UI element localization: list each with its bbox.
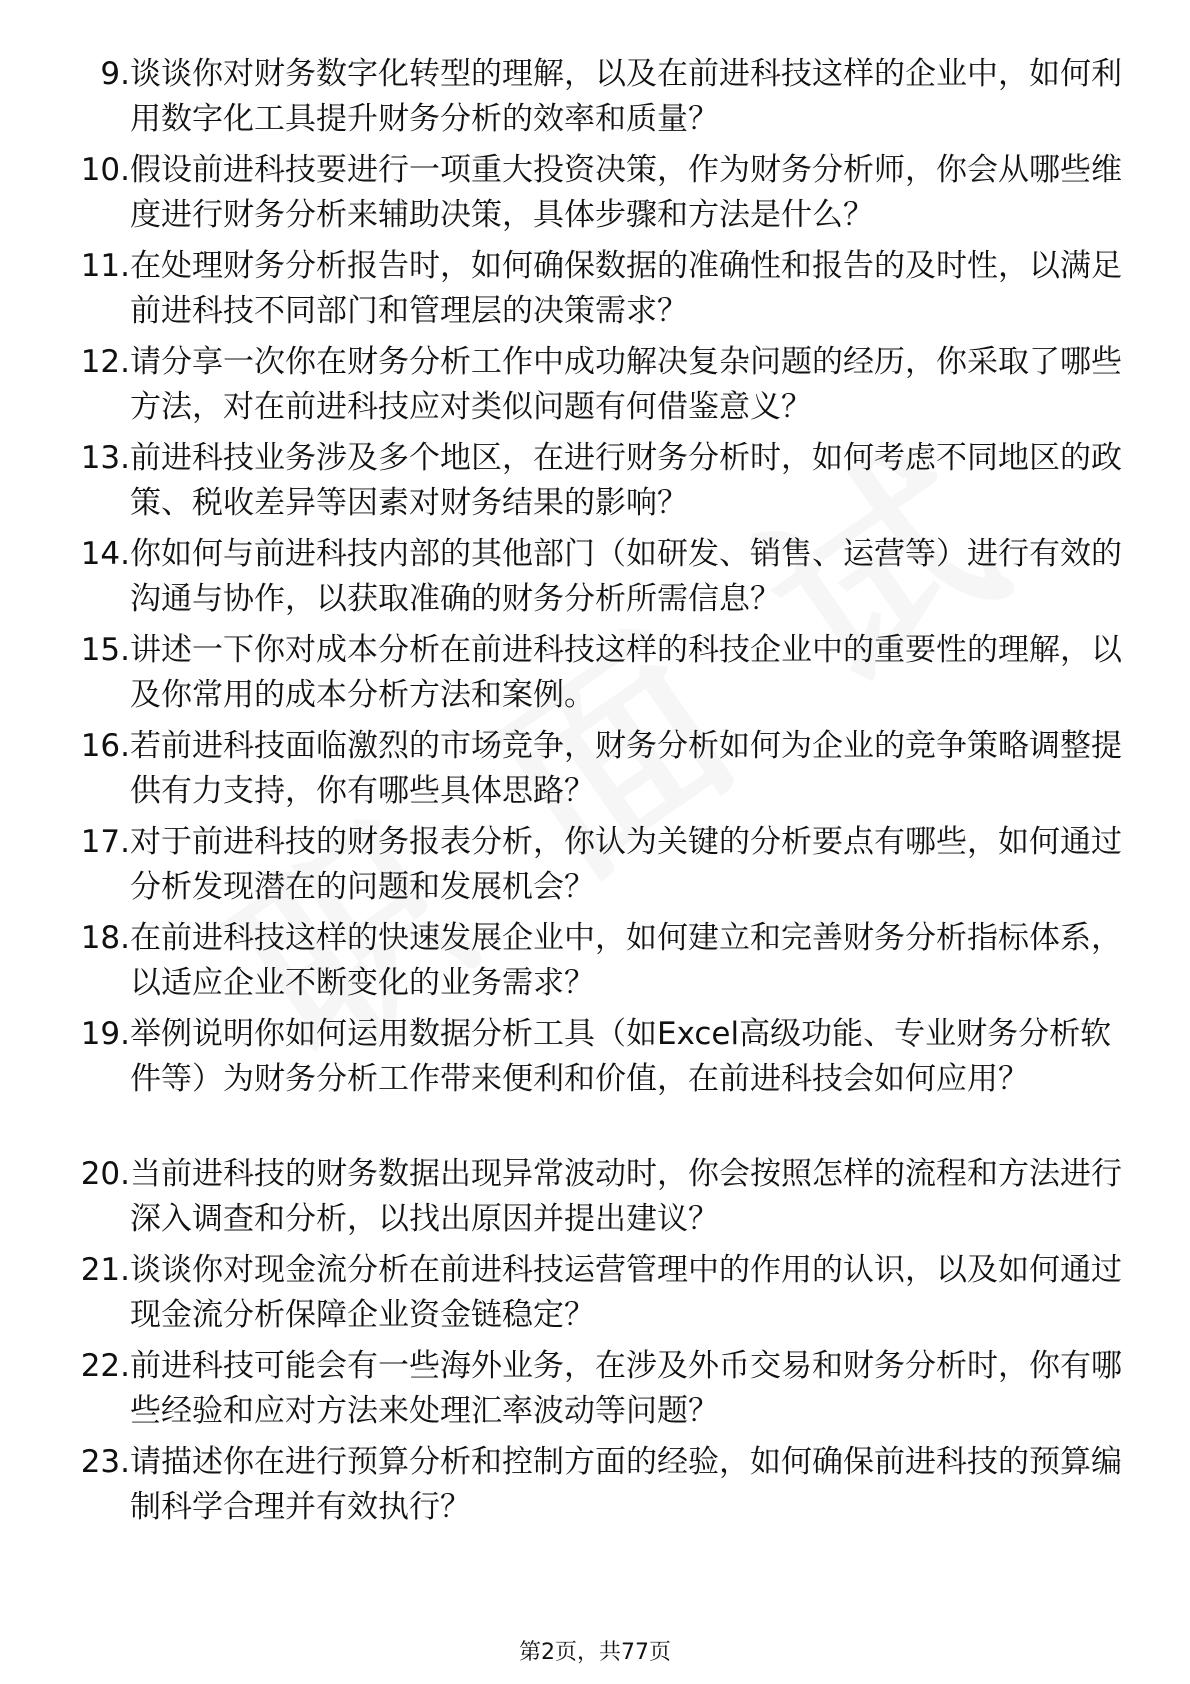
question-text: 谈谈你对现金流分析在前进科技运营管理中的作用的认识，以及如何通过现金流分析保障企业资金链稳定？	[130, 1252, 1122, 1333]
question-number: 15.	[80, 632, 130, 668]
question-number: 12.	[80, 344, 130, 380]
question-number: 11.	[80, 248, 130, 284]
question-text: 讲述一下你对成本分析在前进科技这样的科技企业中的重要性的理解，以及你常用的成本分析方法和案例。	[130, 632, 1122, 713]
question-text: 假设前进科技要进行一项重大投资决策，作为财务分析师，你会从哪些维度进行财务分析来辅助决策，具体步骤和方法是什么？	[130, 152, 1122, 233]
question-number: 21.	[80, 1252, 130, 1288]
question-number: 9.	[100, 56, 130, 92]
question-text: 前进科技业务涉及多个地区，在进行财务分析时，如何考虑不同地区的政策、税收差异等因素对财务结果的影响？	[130, 440, 1122, 521]
question-text: 你如何与前进科技内部的其他部门（如研发、销售、运营等）进行有效的沟通与协作，以获取准确的财务分析所需信息？	[130, 536, 1122, 617]
question-text: 谈谈你对财务数字化转型的理解，以及在前进科技这样的企业中，如何利用数字化工具提升财务分析的效率和质量？	[130, 56, 1122, 137]
question-text: 举例说明你如何运用数据分析工具（如Excel高级功能、专业财务分析软件等）为财务分析工作带来便利和价值，在前进科技会如何应用？	[130, 1016, 1112, 1097]
question-text: 在处理财务分析报告时，如何确保数据的准确性和报告的及时性，以满足前进科技不同部门和管理层的决策需求？	[130, 248, 1122, 329]
question-text: 当前进科技的财务数据出现异常波动时，你会按照怎样的流程和方法进行深入调查和分析，以找出原因并提出建议？	[130, 1156, 1122, 1237]
question-text: 请描述你在进行预算分析和控制方面的经验，如何确保前进科技的预算编制科学合理并有效执行？	[130, 1444, 1122, 1525]
question-text: 请分享一次你在财务分析工作中成功解决复杂问题的经历，你采取了哪些方法，对在前进科技应对类似问题有何借鉴意义？	[130, 344, 1122, 425]
question-number: 10.	[80, 152, 130, 188]
question-text: 若前进科技面临激烈的市场竞争，财务分析如何为企业的竞争策略调整提供有力支持，你有哪些具体思路？	[130, 728, 1122, 809]
question-number: 14.	[80, 536, 130, 572]
question-text: 前进科技可能会有一些海外业务，在涉及外币交易和财务分析时，你有哪些经验和应对方法来处理汇率波动等问题？	[130, 1348, 1122, 1429]
question-number: 23.	[80, 1444, 130, 1480]
question-number: 17.	[80, 824, 130, 860]
question-text: 对于前进科技的财务报表分析，你认为关键的分析要点有哪些，如何通过分析发现潜在的问题和发展机会？	[130, 824, 1122, 905]
question-number: 20.	[80, 1156, 130, 1192]
question-number: 13.	[80, 440, 130, 476]
question-number: 22.	[80, 1348, 130, 1384]
question-number: 16.	[80, 728, 130, 764]
question-text: 在前进科技这样的快速发展企业中，如何建立和完善财务分析指标体系，以适应企业不断变化的业务需求？	[130, 920, 1122, 1001]
page-number: 第2页，共77页	[519, 1640, 671, 1665]
question-number: 19.	[80, 1016, 130, 1052]
question-number: 18.	[80, 920, 130, 956]
